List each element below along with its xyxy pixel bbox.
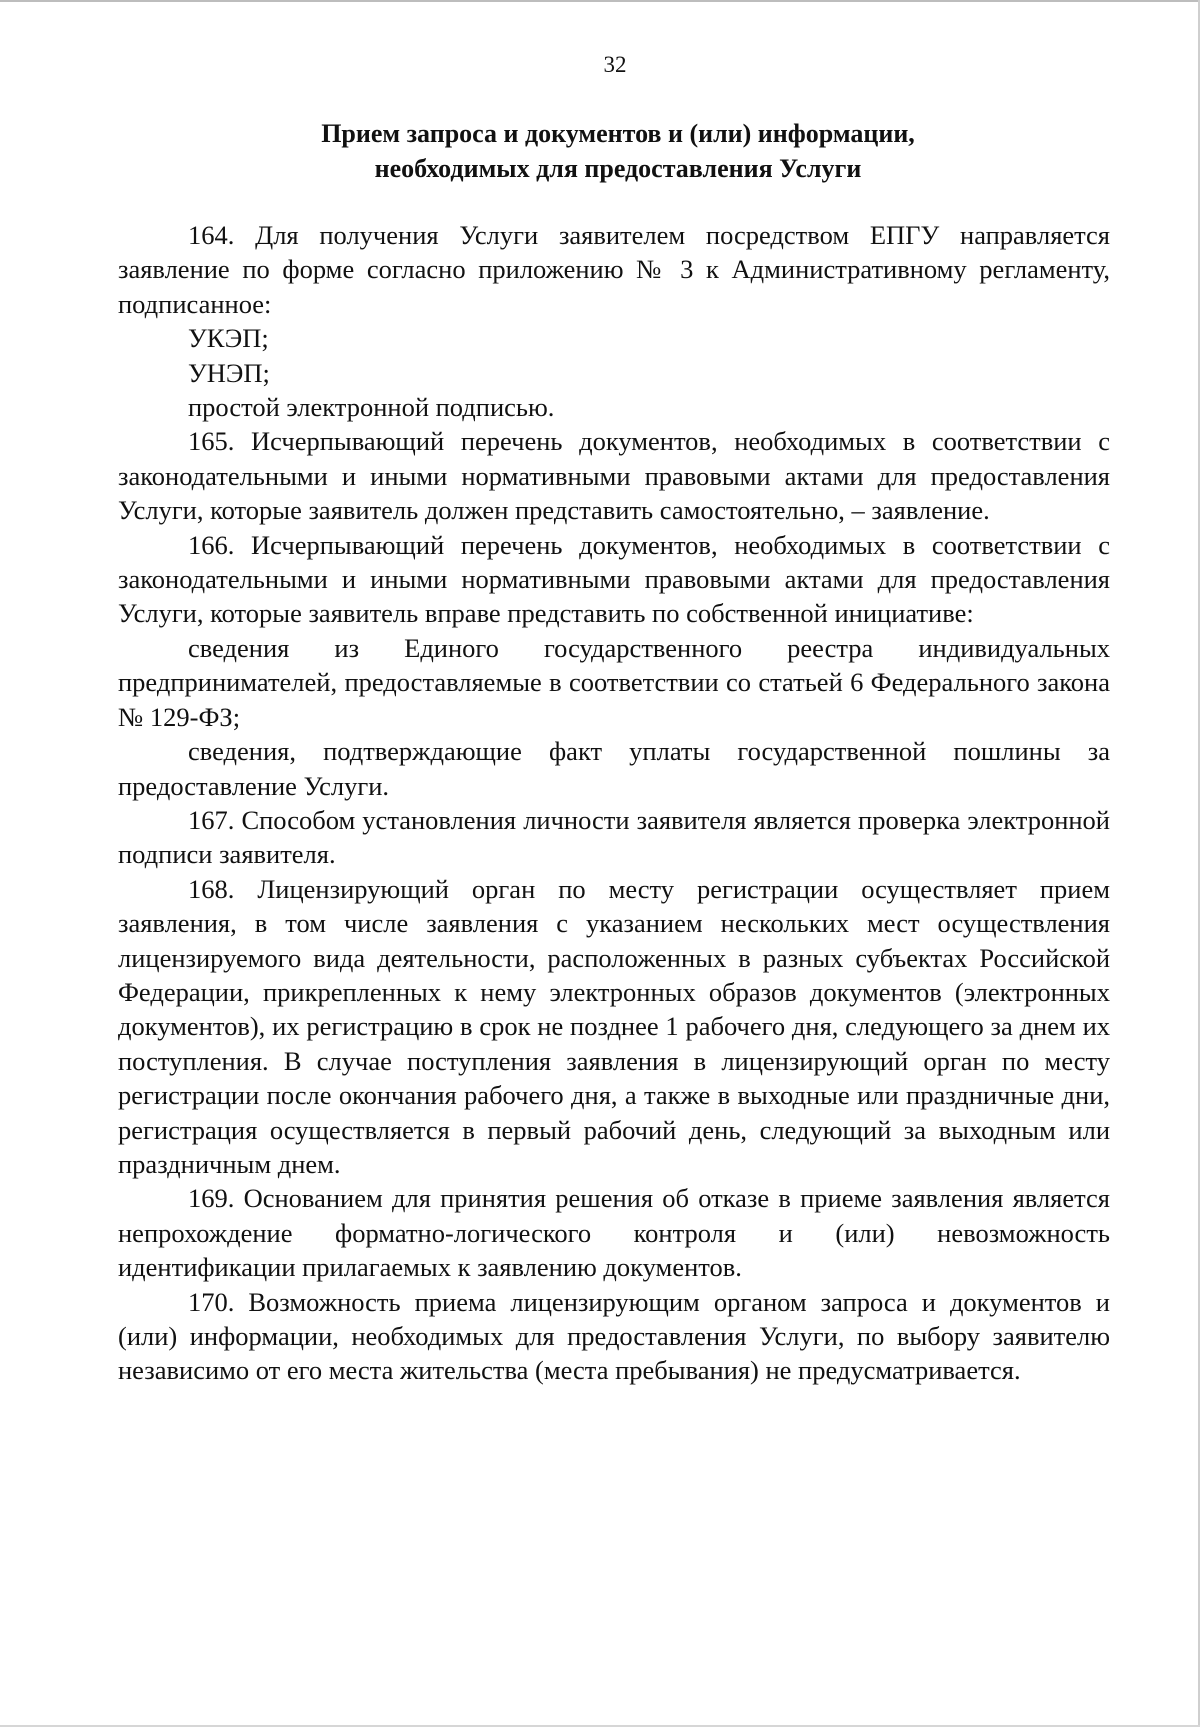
document-body [118,218,1110,1388]
list-item-ukep: УКЭП; [188,323,269,354]
list-item-egrip: сведения из Единого государственного реестра индивидуальных предпринимателей, предоставляемые в соответствии со статьей 6 Федерального закона № 129-ФЗ; [118,632,1110,732]
list-item-state-fee: сведения, подтверждающие факт уплаты государственной пошлины за предоставление Услуги. [118,736,1110,801]
paragraph-166: 166. Исчерпывающий перечень документов, необходимых в соответствии с законодательными и иными нормативными правовыми актами для предоставления Услуги, которые заявитель вправе представить по собственной инициативе: [118,529,1110,629]
paragraph-170: 170. Возможность приема лицензирующим органом запроса и документов и (или) информации, необходимых для предоставления Услуги, по выбору заявителю независимо от его места жительства (места пребывания) не предусматривается. [118,1286,1110,1386]
paragraph-164: 164. Для получения Услуги заявителем посредством ЕПГУ направляется заявление по форме согласно приложению № 3 к Административному регламенту, подписанное: [118,220,1110,319]
paragraph-165: 165. Исчерпывающий перечень документов, необходимых в соответствии с законодательными и иными нормативными правовыми актами для предоставления Услуги, которые заявитель должен представить самостоятельно, – заявление. [118,426,1110,526]
section-heading-line-1: Прием запроса и документов и (или) информации, [321,119,915,148]
scan-edge-top [0,0,1200,2]
list-item-unep: УНЭП; [188,357,270,388]
page-number: 32 [603,52,627,77]
list-item-simple-signature: простой электронной подписью. [188,392,555,423]
paragraph-169: 169. Основанием для принятия решения об отказе в приеме заявления является непрохождение форматно-логического контроля и (или) невозможность идентификации прилагаемых к заявлению документов. [118,1183,1110,1283]
section-heading [118,116,1118,186]
paragraph-168: 168. Лицензирующий орган по месту регистрации осуществляет прием заявления, в том числе заявления с указанием нескольких мест осуществления лицензируемого вида деятельности, расположенных в разных субъектах Российской Федерации, прикрепленных к нему электронных образов документов (электронных документов), их регистрацию в срок не позднее 1 рабочего дня, следующего за днем их поступления. В случае поступления заявления в лицензирующий орган по месту регистрации после окончания рабочего дня, а также в выходные или праздничные дни, регистрация осуществляется в первый рабочий день, следующий за выходным или праздничным днем. [118,873,1110,1179]
section-heading-line-2: необходимых для предоставления Услуги [374,154,862,183]
paragraph-167: 167. Способом установления личности заявителя является проверка электронной подписи заявителя. [118,804,1110,870]
